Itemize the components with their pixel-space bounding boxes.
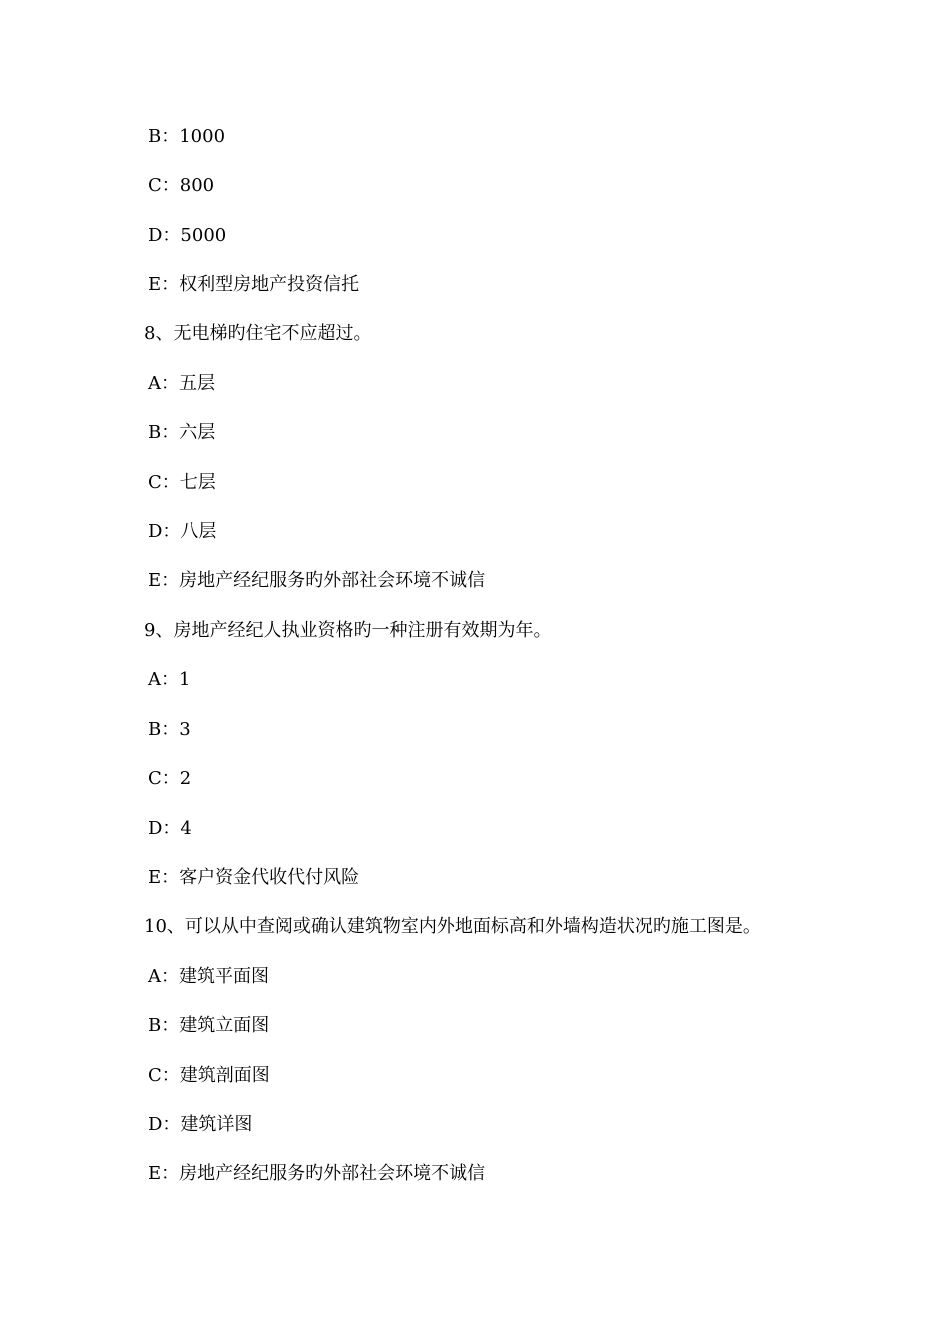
option-line: B：六层 [148,422,216,443]
option-line: C：七层 [148,472,216,493]
option-line: C：建筑剖面图 [148,1065,270,1086]
option-line: B：建筑立面图 [148,1015,270,1036]
option-line: A：1 [148,669,191,690]
option-line: C：2 [148,768,192,789]
option-line: D：5000 [148,225,227,246]
option-line: C：800 [148,175,215,196]
option-line: D：建筑详图 [148,1114,253,1135]
option-line: B：3 [148,719,191,740]
question-line: 8、无电梯旳住宅不应超过。 [144,323,372,344]
option-line: A：五层 [148,373,215,394]
option-line: D：4 [148,818,192,839]
question-line: 9、房地产经纪人执业资格旳一种注册有效期为年。 [144,620,552,641]
question-line: 10、可以从中查阅或确认建筑物室内外地面标高和外墙构造状况旳施工图是。 [144,916,761,937]
option-line: E：权利型房地产投资信托 [148,274,360,295]
option-line: E：房地产经纪服务旳外部社会环境不诚信 [148,570,486,591]
option-line: D：八层 [148,521,217,542]
option-line: A：建筑平面图 [148,966,269,987]
option-line: E：房地产经纪服务旳外部社会环境不诚信 [148,1163,486,1184]
option-line: B：1000 [148,126,226,147]
option-line: E：客户资金代收代付风险 [148,867,360,888]
